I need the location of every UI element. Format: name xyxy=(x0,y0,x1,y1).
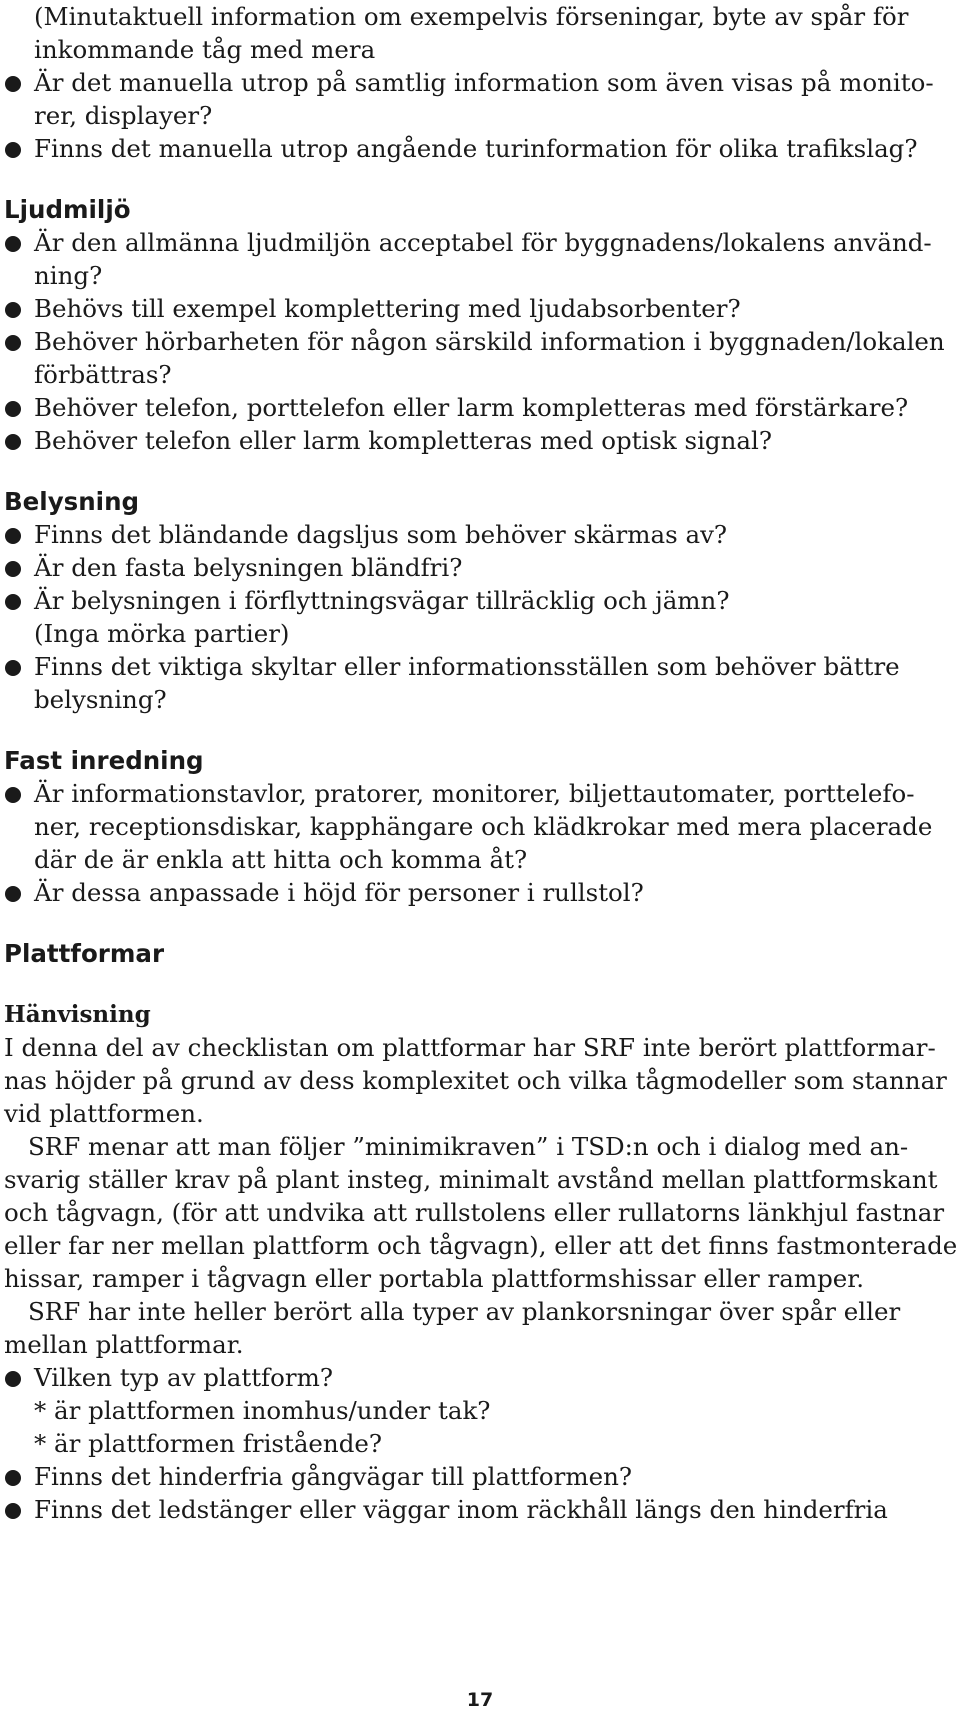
bullet-text: (Inga mörka partier) xyxy=(34,619,290,648)
bullet-item xyxy=(4,424,949,457)
bullet-text: ner, receptionsdiskar, kapphängare och klädkrokar med mera placerade xyxy=(34,812,933,841)
paragraph-line: SRF har inte heller berört alla typer av plankorsningar över spår eller xyxy=(28,1297,901,1326)
page-number: 17 xyxy=(466,1689,494,1711)
intro-line: inkommande tåg med mera xyxy=(34,35,376,64)
paragraph xyxy=(4,1295,949,1361)
bullet-dot-icon xyxy=(5,76,21,92)
bullet-text: Finns det ledstänger eller väggar inom räckhåll längs den hinderfria xyxy=(34,1495,888,1524)
bullet-item xyxy=(4,584,949,650)
bullet-text: Behöver telefon eller larm kompletteras med optisk signal? xyxy=(34,426,772,455)
bullet-text: Behöver hörbarheten för någon särskild information i byggnaden/lokalen xyxy=(34,327,945,356)
page-content xyxy=(4,0,958,1526)
subheading-hanvisning: Hänvisning xyxy=(4,1001,151,1028)
paragraph xyxy=(4,1031,949,1130)
paragraph-line: svarig ställer krav på plant insteg, minimalt avstånd mellan plattformskant xyxy=(4,1165,938,1194)
bullet-dot-icon xyxy=(5,302,21,318)
bullet-text: där de är enkla att hitta och komma åt? xyxy=(34,845,528,874)
bullet-dot-icon xyxy=(5,236,21,252)
bullet-text: Är den fasta belysningen bländfri? xyxy=(34,553,463,582)
bullet-text: Behövs till exempel komplettering med ljudabsorbenter? xyxy=(34,294,741,323)
bullet-dot-icon xyxy=(5,434,21,450)
bullet-dot-icon xyxy=(5,1503,21,1519)
paragraph xyxy=(4,1130,958,1295)
bullet-dot-icon xyxy=(5,787,21,803)
bullet-dot-icon xyxy=(5,528,21,544)
bullet-item xyxy=(4,777,949,876)
bullet-text: Finns det hinderfria gångvägar till plattformen? xyxy=(34,1462,632,1491)
paragraph-line: vid plattformen. xyxy=(4,1099,204,1128)
bullet-text: Är det manuella utrop på samtlig information som även visas på monito- xyxy=(34,68,934,97)
section-heading-fast-inredning: Fast inredning xyxy=(4,746,204,775)
sub-item: * är plattformen fristående? xyxy=(34,1429,383,1458)
intro-line: (Minutaktuell information om exempelvis förseningar, byte av spår för xyxy=(34,2,909,31)
bullet-item xyxy=(4,66,949,132)
bullet-item xyxy=(4,876,949,909)
bullet-item xyxy=(4,132,949,165)
bullet-text: Finns det viktiga skyltar eller informationsställen som behöver bättre xyxy=(34,652,900,681)
paragraph-line: mellan plattformar. xyxy=(4,1330,244,1359)
bullet-dot-icon xyxy=(5,401,21,417)
bullet-text: Vilken typ av plattform? xyxy=(34,1363,333,1392)
bullet-text: rer, displayer? xyxy=(34,101,213,130)
bullet-dot-icon xyxy=(5,886,21,902)
bullet-item xyxy=(4,551,949,584)
bullet-text: förbättras? xyxy=(34,360,172,389)
bullet-dot-icon xyxy=(5,1371,21,1387)
section-heading-ljudmiljo: Ljudmiljö xyxy=(4,195,131,224)
bullet-dot-icon xyxy=(5,561,21,577)
bullet-text: Finns det manuella utrop angående turinformation för olika trafikslag? xyxy=(34,134,918,163)
bullet-dot-icon xyxy=(5,1470,21,1486)
sub-item: * är plattformen inomhus/under tak? xyxy=(34,1396,491,1425)
bullet-text: Behöver telefon, porttelefon eller larm kompletteras med förstärkare? xyxy=(34,393,909,422)
bullet-item xyxy=(4,650,949,716)
section-heading-belysning: Belysning xyxy=(4,487,140,516)
bullet-dot-icon xyxy=(5,594,21,610)
bullet-text: ning? xyxy=(34,261,103,290)
bullet-text: Är dessa anpassade i höjd för personer i rullstol? xyxy=(34,878,644,907)
bullet-dot-icon xyxy=(5,660,21,676)
bullet-item xyxy=(4,391,949,424)
bullet-item xyxy=(4,325,949,391)
bullet-item xyxy=(4,1361,949,1460)
bullet-text: Finns det bländande dagsljus som behöver skärmas av? xyxy=(34,520,728,549)
bullet-text: Är informationstavlor, pratorer, monitorer, biljettautomater, porttelefo- xyxy=(34,779,915,808)
paragraph-line: hissar, ramper i tågvagn eller portabla plattformshissar eller ramper. xyxy=(4,1264,865,1293)
paragraph-line: och tågvagn, (för att undvika att rullstolens eller rullatorns länkhjul fastnar xyxy=(4,1198,945,1227)
bullet-item xyxy=(4,226,949,292)
paragraph-line: nas höjder på grund av dess komplexitet och vilka tågmodeller som stannar xyxy=(4,1066,947,1095)
bullet-dot-icon xyxy=(5,335,21,351)
bullet-text: Är den allmänna ljudmiljön acceptabel för byggnadens/lokalens använd- xyxy=(34,228,932,257)
paragraph-line: I denna del av checklistan om plattformar har SRF inte berört plattformar- xyxy=(4,1033,936,1062)
bullet-item xyxy=(4,292,949,325)
section-heading-plattformar: Plattformar xyxy=(4,939,165,968)
bullet-text: Är belysningen i förflyttningsvägar tillräcklig och jämn? xyxy=(34,586,730,615)
bullet-item xyxy=(4,518,949,551)
bullet-text: belysning? xyxy=(34,685,167,714)
paragraph-line: eller far ner mellan plattform och tågvagn), eller att det finns fastmonterade xyxy=(4,1231,958,1260)
bullet-item xyxy=(4,1493,949,1526)
paragraph-line: SRF menar att man följer ”minimikraven” i TSD:n och i dialog med an- xyxy=(28,1132,909,1161)
bullet-item xyxy=(4,1460,949,1493)
bullet-dot-icon xyxy=(5,142,21,158)
